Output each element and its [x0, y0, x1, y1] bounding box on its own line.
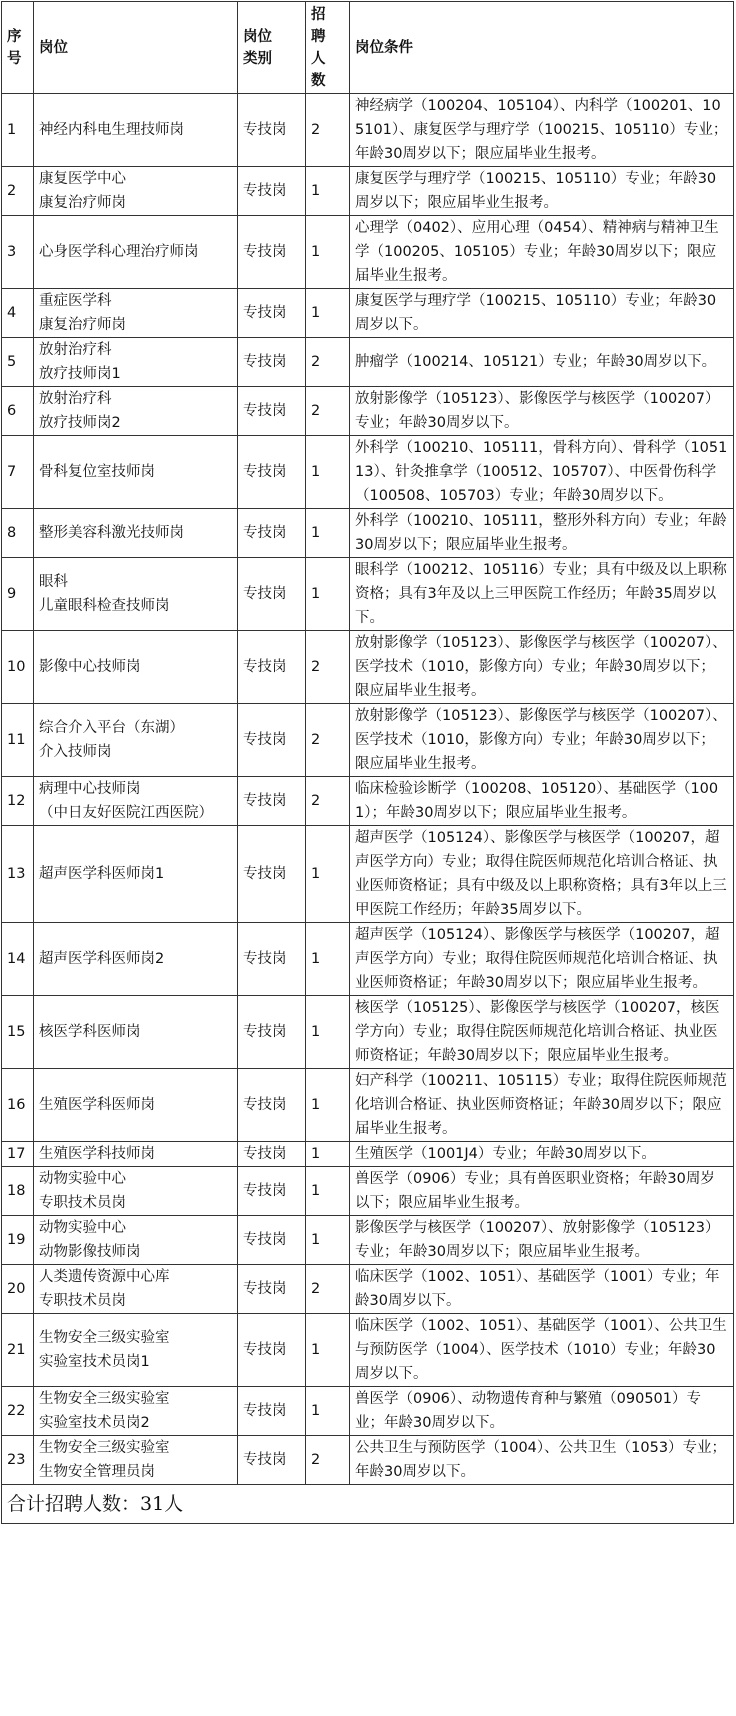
position-line: （中日友好医院江西医院） [39, 805, 213, 821]
row-number: 8 [2, 509, 34, 558]
position-line: 动物实验中心 [39, 1220, 126, 1236]
position-line: 综合介入平台（东湖） [39, 720, 184, 736]
row-category: 专技岗 [238, 558, 306, 631]
row-position [34, 436, 238, 509]
row-count: 2 [306, 704, 350, 777]
position-line: 放疗技师岗1 [39, 366, 121, 382]
row-category: 专技岗 [238, 94, 306, 167]
header-category: 岗位 类别 [238, 2, 306, 94]
row-number: 17 [2, 1142, 34, 1167]
row-category: 专技岗 [238, 996, 306, 1069]
row-number: 19 [2, 1216, 34, 1265]
row-category: 专技岗 [238, 1167, 306, 1216]
row-count: 1 [306, 1314, 350, 1387]
row-number: 22 [2, 1387, 34, 1436]
row-category: 专技岗 [238, 1265, 306, 1314]
position-line: 实验室技术员岗2 [39, 1415, 150, 1431]
row-count: 1 [306, 1069, 350, 1142]
row-count: 2 [306, 387, 350, 436]
table-row [2, 1069, 734, 1142]
row-position [34, 558, 238, 631]
row-requirements: 外科学（100210、105111，骨科方向）、骨科学（105113）、针灸推拿学（100512、105707）、中医骨伤科学（100508、105703）专业；年龄30周岁以下。 [350, 436, 734, 509]
row-number: 23 [2, 1436, 34, 1485]
table-row [2, 338, 734, 387]
row-number: 9 [2, 558, 34, 631]
row-requirements: 公共卫生与预防医学（1004）、公共卫生（1053）专业；年龄30周岁以下。 [350, 1436, 734, 1485]
row-position [34, 631, 238, 704]
row-position [34, 1069, 238, 1142]
row-requirements: 外科学（100210、105111，整形外科方向）专业；年龄30周岁以下；限应届毕业生报考。 [350, 509, 734, 558]
table-row [2, 289, 734, 338]
position-line: 眼科 [39, 574, 68, 590]
row-count: 2 [306, 1436, 350, 1485]
row-category: 专技岗 [238, 216, 306, 289]
total-row [2, 1485, 734, 1524]
table-row [2, 436, 734, 509]
table-row [2, 1265, 734, 1314]
row-count: 2 [306, 94, 350, 167]
row-position [34, 94, 238, 167]
row-number: 1 [2, 94, 34, 167]
position-line: 核医学科医师岗 [39, 1024, 141, 1040]
row-count: 1 [306, 996, 350, 1069]
row-category: 专技岗 [238, 509, 306, 558]
row-category: 专技岗 [238, 1387, 306, 1436]
row-requirements: 康复医学与理疗学（100215、105110）专业；年龄30周岁以下。 [350, 289, 734, 338]
row-count: 1 [306, 1142, 350, 1167]
row-count: 2 [306, 631, 350, 704]
position-line: 介入技师岗 [39, 744, 112, 760]
header-requirements: 岗位条件 [350, 2, 734, 94]
position-line: 生物安全三级实验室 [39, 1330, 170, 1346]
row-category: 专技岗 [238, 631, 306, 704]
table-row [2, 94, 734, 167]
table-row [2, 631, 734, 704]
row-requirements: 临床医学（1002、1051）、基础医学（1001）、公共卫生与预防医学（1004）、医学技术（1010）专业；年龄30周岁以下。 [350, 1314, 734, 1387]
position-line: 超声医学科医师岗1 [39, 866, 165, 882]
table-row [2, 509, 734, 558]
row-position [34, 167, 238, 216]
row-category: 专技岗 [238, 1069, 306, 1142]
row-position [34, 1167, 238, 1216]
table-row [2, 216, 734, 289]
position-line: 放射治疗科 [39, 342, 112, 358]
row-position [34, 1436, 238, 1485]
row-requirements: 放射影像学（105123）、影像医学与核医学（100207）、医学技术（1010，影像方向）专业；年龄30周岁以下；限应届毕业生报考。 [350, 704, 734, 777]
row-category: 专技岗 [238, 1142, 306, 1167]
table-row [2, 1142, 734, 1167]
row-requirements: 生殖医学（1001J4）专业；年龄30周岁以下。 [350, 1142, 734, 1167]
position-line: 康复治疗师岗 [39, 195, 126, 211]
position-line: 放射治疗科 [39, 391, 112, 407]
row-requirements: 眼科学（100212、105116）专业；具有中级及以上职称资格；具有3年及以上三甲医院工作经历；年龄35周岁以下。 [350, 558, 734, 631]
row-number: 15 [2, 996, 34, 1069]
position-line: 康复治疗师岗 [39, 317, 126, 333]
row-position [34, 1142, 238, 1167]
row-category: 专技岗 [238, 1314, 306, 1387]
header-count: 招 聘 人 数 [306, 2, 350, 94]
position-line: 心身医学科心理治疗师岗 [39, 244, 199, 260]
row-position [34, 338, 238, 387]
row-category: 专技岗 [238, 1216, 306, 1265]
table-row [2, 1387, 734, 1436]
row-number: 3 [2, 216, 34, 289]
row-requirements: 康复医学与理疗学（100215、105110）专业；年龄30周岁以下；限应届毕业生报考。 [350, 167, 734, 216]
row-number: 20 [2, 1265, 34, 1314]
row-requirements: 放射影像学（105123）、影像医学与核医学（100207）专业；年龄30周岁以下。 [350, 387, 734, 436]
position-line: 骨科复位室技师岗 [39, 464, 155, 480]
row-category: 专技岗 [238, 436, 306, 509]
row-number: 4 [2, 289, 34, 338]
table-row [2, 996, 734, 1069]
position-line: 生物安全三级实验室 [39, 1391, 170, 1407]
position-line: 超声医学科医师岗2 [39, 951, 165, 967]
table-row [2, 1314, 734, 1387]
position-line: 病理中心技师岗 [39, 781, 141, 797]
row-requirements: 放射影像学（105123）、影像医学与核医学（100207）、医学技术（1010，影像方向）专业；年龄30周岁以下；限应届毕业生报考。 [350, 631, 734, 704]
row-count: 1 [306, 558, 350, 631]
row-number: 21 [2, 1314, 34, 1387]
row-count: 2 [306, 338, 350, 387]
row-count: 1 [306, 923, 350, 996]
row-category: 专技岗 [238, 1436, 306, 1485]
row-category: 专技岗 [238, 338, 306, 387]
row-position [34, 387, 238, 436]
row-position [34, 1216, 238, 1265]
row-count: 2 [306, 777, 350, 826]
table-row [2, 826, 734, 923]
row-requirements: 影像医学与核医学（100207）、放射影像学（105123）专业；年龄30周岁以下；限应届毕业生报考。 [350, 1216, 734, 1265]
row-category: 专技岗 [238, 167, 306, 216]
total-text: 合计招聘人数：31人 [2, 1485, 734, 1524]
position-line: 实验室技术员岗1 [39, 1354, 150, 1370]
row-requirements: 兽医学（0906）、动物遗传育种与繁殖（090501）专业；年龄30周岁以下。 [350, 1387, 734, 1436]
position-line: 神经内科电生理技师岗 [39, 122, 184, 138]
position-line: 专职技术员岗 [39, 1195, 126, 1211]
row-count: 1 [306, 216, 350, 289]
row-position [34, 704, 238, 777]
row-requirements: 神经病学（100204、105104）、内科学（100201、105101）、康复医学与理疗学（100215、105110）专业；年龄30周岁以下；限应届毕业生报考。 [350, 94, 734, 167]
row-number: 6 [2, 387, 34, 436]
row-number: 14 [2, 923, 34, 996]
row-requirements: 超声医学（105124）、影像医学与核医学（100207，超声医学方向）专业；取得住院医师规范化培训合格证、执业医师资格证；具有中级及以上职称资格；具有3年以上三甲医院工作经历；年龄35周岁以下。 [350, 826, 734, 923]
position-line: 生物安全管理员岗 [39, 1464, 155, 1480]
row-position [34, 923, 238, 996]
row-requirements: 超声医学（105124）、影像医学与核医学（100207，超声医学方向）专业；取得住院医师规范化培训合格证、执业医师资格证；年龄30周岁以下；限应届毕业生报考。 [350, 923, 734, 996]
row-requirements: 临床检验诊断学（100208、105120）、基础医学（1001）；年龄30周岁以下；限应届毕业生报考。 [350, 777, 734, 826]
row-requirements: 心理学（0402）、应用心理（0454）、精神病与精神卫生学（100205、105105）专业；年龄30周岁以下；限应届毕业生报考。 [350, 216, 734, 289]
position-line: 生物安全三级实验室 [39, 1440, 170, 1456]
table-row [2, 1167, 734, 1216]
table-row [2, 704, 734, 777]
table-row [2, 558, 734, 631]
row-count: 2 [306, 1265, 350, 1314]
row-requirements: 兽医学（0906）专业；具有兽医职业资格；年龄30周岁以下；限应届毕业生报考。 [350, 1167, 734, 1216]
row-position [34, 1387, 238, 1436]
row-position [34, 289, 238, 338]
position-line: 专职技术员岗 [39, 1293, 126, 1309]
position-line: 重症医学科 [39, 293, 112, 309]
position-line: 康复医学中心 [39, 171, 126, 187]
row-category: 专技岗 [238, 289, 306, 338]
row-position [34, 777, 238, 826]
position-line: 放疗技师岗2 [39, 415, 121, 431]
row-count: 1 [306, 167, 350, 216]
table-row [2, 167, 734, 216]
position-line: 儿童眼科检查技师岗 [39, 598, 170, 614]
table-row [2, 777, 734, 826]
row-category: 专技岗 [238, 826, 306, 923]
row-position [34, 1265, 238, 1314]
table-row [2, 1436, 734, 1485]
position-line: 生殖医学科医师岗 [39, 1097, 155, 1113]
row-category: 专技岗 [238, 704, 306, 777]
table-row [2, 1216, 734, 1265]
position-line: 整形美容科激光技师岗 [39, 525, 184, 541]
table-row [2, 923, 734, 996]
row-position [34, 996, 238, 1069]
row-position [34, 509, 238, 558]
row-requirements: 核医学（105125）、影像医学与核医学（100207，核医学方向）专业；取得住院医师规范化培训合格证、执业医师资格证；年龄30周岁以下；限应届毕业生报考。 [350, 996, 734, 1069]
recruitment-table [1, 1, 734, 1524]
position-line: 动物实验中心 [39, 1171, 126, 1187]
position-line: 动物影像技师岗 [39, 1244, 141, 1260]
position-line: 影像中心技师岗 [39, 659, 141, 675]
row-number: 11 [2, 704, 34, 777]
row-requirements: 临床医学（1002、1051）、基础医学（1001）专业；年龄30周岁以下。 [350, 1265, 734, 1314]
row-count: 1 [306, 1216, 350, 1265]
position-line: 生殖医学科技师岗 [39, 1146, 155, 1162]
table-header-row [2, 2, 734, 94]
row-count: 1 [306, 1167, 350, 1216]
row-number: 2 [2, 167, 34, 216]
row-position [34, 1314, 238, 1387]
row-number: 7 [2, 436, 34, 509]
row-requirements: 妇产科学（100211、105115）专业；取得住院医师规范化培训合格证、执业医师资格证；年龄30周岁以下；限应届毕业生报考。 [350, 1069, 734, 1142]
row-requirements: 肿瘤学（100214、105121）专业；年龄30周岁以下。 [350, 338, 734, 387]
row-number: 10 [2, 631, 34, 704]
row-category: 专技岗 [238, 923, 306, 996]
header-no: 序 号 [2, 2, 34, 94]
row-number: 13 [2, 826, 34, 923]
position-line: 人类遗传资源中心库 [39, 1269, 170, 1285]
row-category: 专技岗 [238, 387, 306, 436]
header-position: 岗位 [34, 2, 238, 94]
row-number: 16 [2, 1069, 34, 1142]
row-number: 12 [2, 777, 34, 826]
row-count: 1 [306, 1387, 350, 1436]
row-count: 1 [306, 289, 350, 338]
row-count: 1 [306, 436, 350, 509]
row-number: 5 [2, 338, 34, 387]
row-position [34, 826, 238, 923]
table-row [2, 387, 734, 436]
row-number: 18 [2, 1167, 34, 1216]
row-count: 1 [306, 509, 350, 558]
row-count: 1 [306, 826, 350, 923]
row-category: 专技岗 [238, 777, 306, 826]
row-position [34, 216, 238, 289]
